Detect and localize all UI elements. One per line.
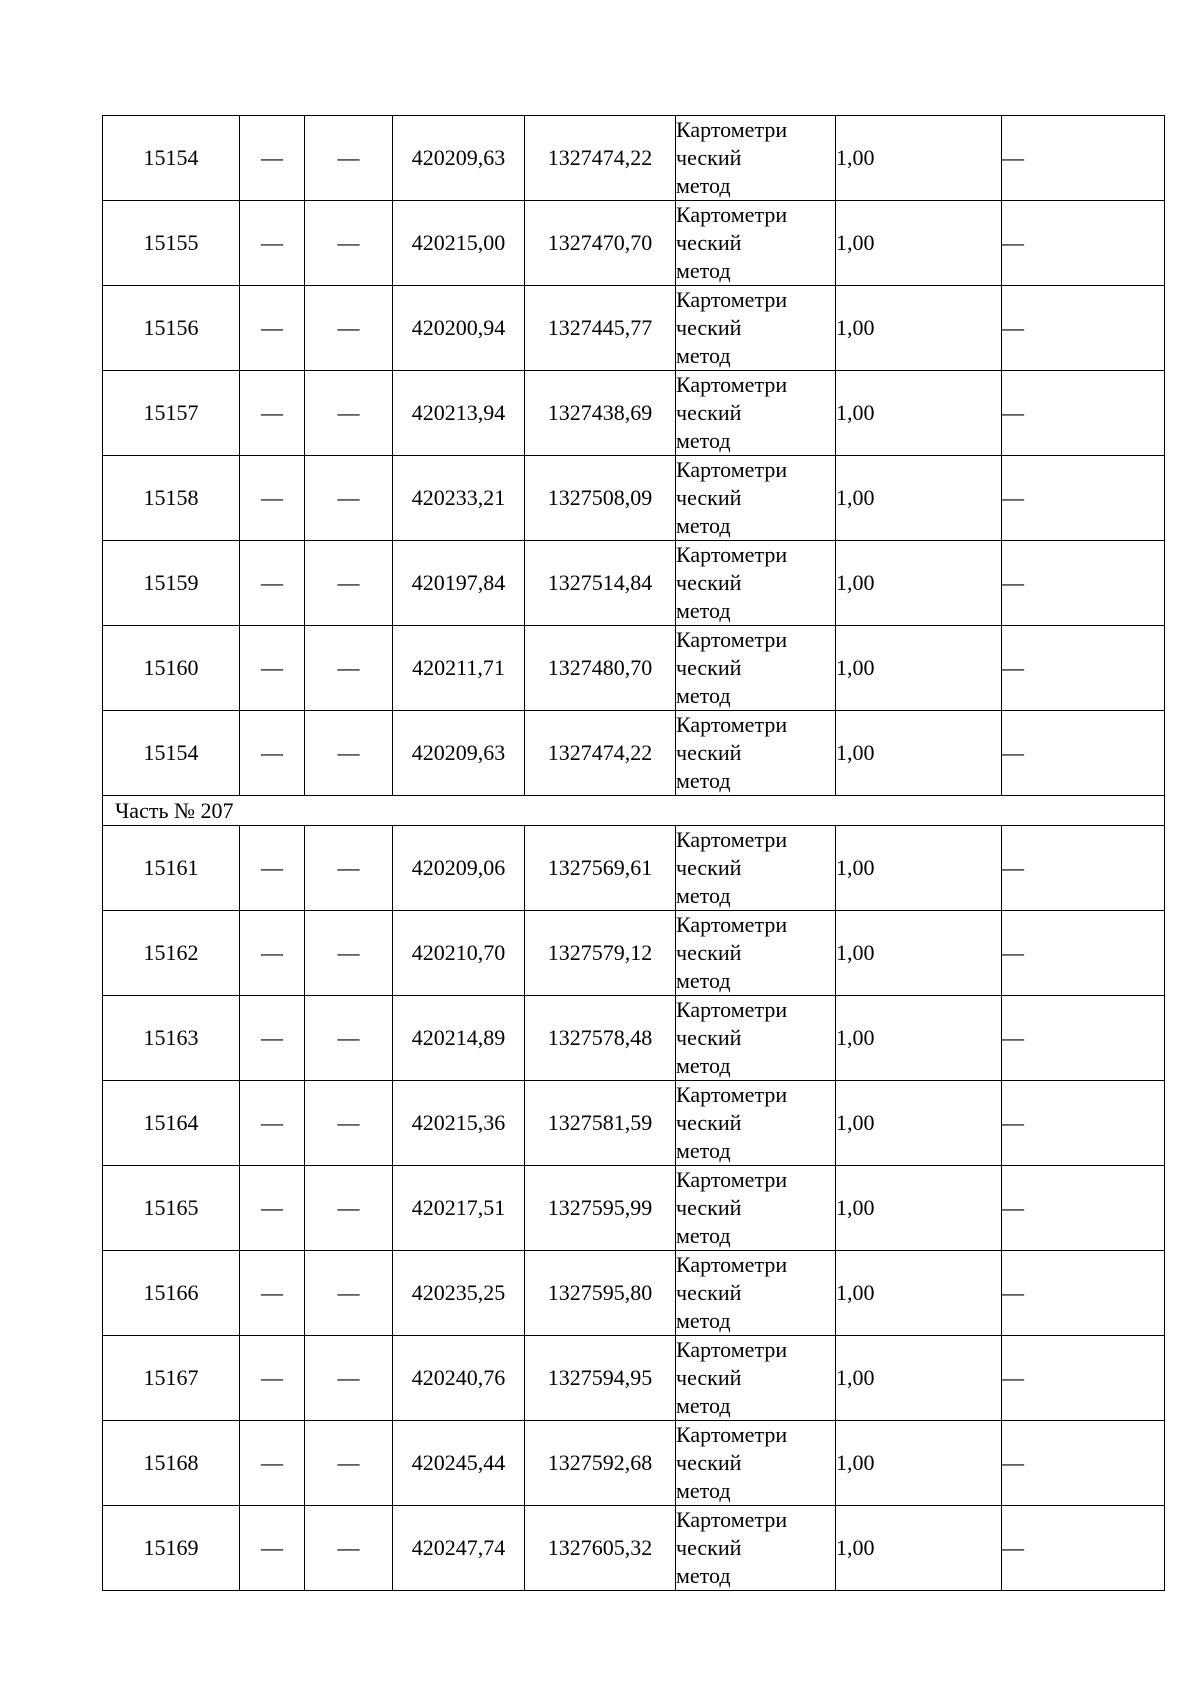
method-text-line: метод bbox=[676, 258, 731, 283]
old-x-cell: — bbox=[240, 286, 305, 371]
old-x-cell: — bbox=[240, 1421, 305, 1506]
point-number-cell: 15164 bbox=[103, 1081, 240, 1166]
method-text-line: ческий bbox=[676, 1110, 742, 1135]
method-text-line: метод bbox=[676, 883, 731, 908]
y-coordinate-cell: 1327605,32 bbox=[525, 1506, 676, 1591]
table-row bbox=[103, 996, 1165, 1081]
method-text-line: ческий bbox=[676, 1025, 742, 1050]
x-coordinate-cell: 420209,63 bbox=[393, 711, 525, 796]
method-text-line: ческий bbox=[676, 855, 742, 880]
method-text-line: Картометри bbox=[676, 1422, 788, 1447]
point-number-cell: 15154 bbox=[103, 711, 240, 796]
accuracy-cell: 1,00 bbox=[836, 286, 1002, 371]
description-cell: — bbox=[1002, 711, 1165, 796]
point-number-cell: 15168 bbox=[103, 1421, 240, 1506]
y-coordinate-cell: 1327508,09 bbox=[525, 456, 676, 541]
method-text-line: Картометри bbox=[676, 627, 788, 652]
method-text-line: Картометри bbox=[676, 912, 788, 937]
table-row bbox=[103, 911, 1165, 996]
method-text-line: метод bbox=[676, 1138, 731, 1163]
method-text-line: ческий bbox=[676, 940, 742, 965]
description-cell: — bbox=[1002, 541, 1165, 626]
x-coordinate-cell: 420209,06 bbox=[393, 826, 525, 911]
method-cell bbox=[676, 826, 836, 911]
table-row bbox=[103, 1166, 1165, 1251]
table-row bbox=[103, 1421, 1165, 1506]
old-x-cell: — bbox=[240, 1166, 305, 1251]
y-coordinate-cell: 1327445,77 bbox=[525, 286, 676, 371]
method-text-line: ческий bbox=[676, 485, 742, 510]
old-x-cell: — bbox=[240, 201, 305, 286]
method-text-line: Картометри bbox=[676, 372, 788, 397]
description-cell: — bbox=[1002, 116, 1165, 201]
method-text-line: Картометри bbox=[676, 1082, 788, 1107]
accuracy-cell: 1,00 bbox=[836, 826, 1002, 911]
accuracy-cell: 1,00 bbox=[836, 201, 1002, 286]
table-row bbox=[103, 371, 1165, 456]
method-cell bbox=[676, 626, 836, 711]
old-x-cell: — bbox=[240, 626, 305, 711]
x-coordinate-cell: 420215,36 bbox=[393, 1081, 525, 1166]
table-row bbox=[103, 1336, 1165, 1421]
description-cell: — bbox=[1002, 371, 1165, 456]
method-cell bbox=[676, 1506, 836, 1591]
method-text-line: Картометри bbox=[676, 1507, 788, 1532]
method-text-line: Картометри bbox=[676, 712, 788, 737]
description-cell: — bbox=[1002, 1506, 1165, 1591]
table-row bbox=[103, 711, 1165, 796]
method-text-line: метод bbox=[676, 428, 731, 453]
accuracy-cell: 1,00 bbox=[836, 116, 1002, 201]
table-row bbox=[103, 1251, 1165, 1336]
point-number-cell: 15167 bbox=[103, 1336, 240, 1421]
method-text-line: Картометри bbox=[676, 827, 788, 852]
description-cell: — bbox=[1002, 456, 1165, 541]
x-coordinate-cell: 420211,71 bbox=[393, 626, 525, 711]
method-text-line: Картометри bbox=[676, 1337, 788, 1362]
table-row bbox=[103, 626, 1165, 711]
y-coordinate-cell: 1327470,70 bbox=[525, 201, 676, 286]
method-text-line: метод bbox=[676, 343, 731, 368]
accuracy-cell: 1,00 bbox=[836, 911, 1002, 996]
method-text-line: ческий bbox=[676, 655, 742, 680]
table-body bbox=[103, 116, 1165, 1591]
description-cell: — bbox=[1002, 826, 1165, 911]
x-coordinate-cell: 420209,63 bbox=[393, 116, 525, 201]
point-number-cell: 15162 bbox=[103, 911, 240, 996]
method-text-line: Картометри bbox=[676, 1252, 788, 1277]
old-y-cell: — bbox=[305, 911, 393, 996]
method-text-line: ческий bbox=[676, 1535, 742, 1560]
method-text-line: ческий bbox=[676, 230, 742, 255]
method-cell bbox=[676, 1336, 836, 1421]
point-number-cell: 15160 bbox=[103, 626, 240, 711]
description-cell: — bbox=[1002, 1166, 1165, 1251]
method-text-line: ческий bbox=[676, 1450, 742, 1475]
method-text-line: метод bbox=[676, 1223, 731, 1248]
method-cell bbox=[676, 1081, 836, 1166]
x-coordinate-cell: 420233,21 bbox=[393, 456, 525, 541]
method-cell bbox=[676, 1166, 836, 1251]
method-cell bbox=[676, 116, 836, 201]
point-number-cell: 15165 bbox=[103, 1166, 240, 1251]
description-cell: — bbox=[1002, 996, 1165, 1081]
description-cell: — bbox=[1002, 1251, 1165, 1336]
method-text-line: метод bbox=[676, 598, 731, 623]
old-y-cell: — bbox=[305, 1166, 393, 1251]
method-cell bbox=[676, 456, 836, 541]
old-x-cell: — bbox=[240, 996, 305, 1081]
accuracy-cell: 1,00 bbox=[836, 1336, 1002, 1421]
description-cell: — bbox=[1002, 1336, 1165, 1421]
method-text-line: метод bbox=[676, 173, 731, 198]
accuracy-cell: 1,00 bbox=[836, 626, 1002, 711]
method-cell bbox=[676, 911, 836, 996]
accuracy-cell: 1,00 bbox=[836, 541, 1002, 626]
x-coordinate-cell: 420210,70 bbox=[393, 911, 525, 996]
old-y-cell: — bbox=[305, 201, 393, 286]
old-x-cell: — bbox=[240, 1506, 305, 1591]
table-row bbox=[103, 201, 1165, 286]
table-row bbox=[103, 116, 1165, 201]
y-coordinate-cell: 1327594,95 bbox=[525, 1336, 676, 1421]
method-text-line: ческий bbox=[676, 740, 742, 765]
accuracy-cell: 1,00 bbox=[836, 996, 1002, 1081]
method-cell bbox=[676, 1421, 836, 1506]
old-y-cell: — bbox=[305, 1251, 393, 1336]
old-x-cell: — bbox=[240, 911, 305, 996]
method-text-line: метод bbox=[676, 1393, 731, 1418]
accuracy-cell: 1,00 bbox=[836, 1166, 1002, 1251]
accuracy-cell: 1,00 bbox=[836, 1081, 1002, 1166]
x-coordinate-cell: 420235,25 bbox=[393, 1251, 525, 1336]
old-y-cell: — bbox=[305, 371, 393, 456]
x-coordinate-cell: 420240,76 bbox=[393, 1336, 525, 1421]
method-text-line: Картометри bbox=[676, 1167, 788, 1192]
table-row bbox=[103, 1081, 1165, 1166]
method-text-line: ческий bbox=[676, 570, 742, 595]
y-coordinate-cell: 1327595,80 bbox=[525, 1251, 676, 1336]
point-number-cell: 15154 bbox=[103, 116, 240, 201]
y-coordinate-cell: 1327480,70 bbox=[525, 626, 676, 711]
method-cell bbox=[676, 711, 836, 796]
method-cell bbox=[676, 371, 836, 456]
x-coordinate-cell: 420215,00 bbox=[393, 201, 525, 286]
method-text-line: ческий bbox=[676, 1280, 742, 1305]
method-text-line: метод bbox=[676, 1308, 731, 1333]
method-text-line: метод bbox=[676, 1478, 731, 1503]
point-number-cell: 15157 bbox=[103, 371, 240, 456]
table-row bbox=[103, 541, 1165, 626]
method-text-line: ческий bbox=[676, 1365, 742, 1390]
method-cell bbox=[676, 201, 836, 286]
old-x-cell: — bbox=[240, 456, 305, 541]
method-cell bbox=[676, 541, 836, 626]
point-number-cell: 15158 bbox=[103, 456, 240, 541]
y-coordinate-cell: 1327569,61 bbox=[525, 826, 676, 911]
method-text-line: Картометри bbox=[676, 117, 788, 142]
point-number-cell: 15163 bbox=[103, 996, 240, 1081]
x-coordinate-cell: 420247,74 bbox=[393, 1506, 525, 1591]
x-coordinate-cell: 420200,94 bbox=[393, 286, 525, 371]
point-number-cell: 15161 bbox=[103, 826, 240, 911]
x-coordinate-cell: 420197,84 bbox=[393, 541, 525, 626]
description-cell: — bbox=[1002, 626, 1165, 711]
method-text-line: Картометри bbox=[676, 287, 788, 312]
old-y-cell: — bbox=[305, 996, 393, 1081]
old-y-cell: — bbox=[305, 1336, 393, 1421]
table-row bbox=[103, 456, 1165, 541]
method-text-line: метод bbox=[676, 768, 731, 793]
old-x-cell: — bbox=[240, 826, 305, 911]
method-cell bbox=[676, 1251, 836, 1336]
y-coordinate-cell: 1327474,22 bbox=[525, 711, 676, 796]
y-coordinate-cell: 1327514,84 bbox=[525, 541, 676, 626]
method-text-line: метод bbox=[676, 513, 731, 538]
y-coordinate-cell: 1327592,68 bbox=[525, 1421, 676, 1506]
old-x-cell: — bbox=[240, 541, 305, 626]
coordinates-table bbox=[102, 115, 1165, 1591]
old-y-cell: — bbox=[305, 1081, 393, 1166]
description-cell: — bbox=[1002, 1421, 1165, 1506]
method-text-line: метод bbox=[676, 1053, 731, 1078]
method-text-line: метод bbox=[676, 968, 731, 993]
accuracy-cell: 1,00 bbox=[836, 711, 1002, 796]
description-cell: — bbox=[1002, 201, 1165, 286]
y-coordinate-cell: 1327581,59 bbox=[525, 1081, 676, 1166]
section-heading-row bbox=[103, 796, 1165, 826]
old-y-cell: — bbox=[305, 1421, 393, 1506]
method-cell bbox=[676, 996, 836, 1081]
table-row bbox=[103, 286, 1165, 371]
description-cell: — bbox=[1002, 911, 1165, 996]
old-y-cell: — bbox=[305, 626, 393, 711]
old-y-cell: — bbox=[305, 1506, 393, 1591]
method-text-line: ческий bbox=[676, 315, 742, 340]
y-coordinate-cell: 1327595,99 bbox=[525, 1166, 676, 1251]
old-y-cell: — bbox=[305, 711, 393, 796]
old-y-cell: — bbox=[305, 116, 393, 201]
point-number-cell: 15169 bbox=[103, 1506, 240, 1591]
old-x-cell: — bbox=[240, 116, 305, 201]
y-coordinate-cell: 1327438,69 bbox=[525, 371, 676, 456]
x-coordinate-cell: 420214,89 bbox=[393, 996, 525, 1081]
old-x-cell: — bbox=[240, 1251, 305, 1336]
old-x-cell: — bbox=[240, 711, 305, 796]
old-x-cell: — bbox=[240, 1081, 305, 1166]
accuracy-cell: 1,00 bbox=[836, 1251, 1002, 1336]
x-coordinate-cell: 420213,94 bbox=[393, 371, 525, 456]
accuracy-cell: 1,00 bbox=[836, 1421, 1002, 1506]
x-coordinate-cell: 420217,51 bbox=[393, 1166, 525, 1251]
method-text-line: Картометри bbox=[676, 542, 788, 567]
table-row bbox=[103, 826, 1165, 911]
section-heading: Часть № 207 bbox=[103, 796, 1165, 826]
accuracy-cell: 1,00 bbox=[836, 1506, 1002, 1591]
y-coordinate-cell: 1327474,22 bbox=[525, 116, 676, 201]
point-number-cell: 15159 bbox=[103, 541, 240, 626]
description-cell: — bbox=[1002, 286, 1165, 371]
method-text-line: Картометри bbox=[676, 202, 788, 227]
accuracy-cell: 1,00 bbox=[836, 371, 1002, 456]
method-text-line: метод bbox=[676, 683, 731, 708]
old-y-cell: — bbox=[305, 826, 393, 911]
point-number-cell: 15166 bbox=[103, 1251, 240, 1336]
old-y-cell: — bbox=[305, 541, 393, 626]
point-number-cell: 15156 bbox=[103, 286, 240, 371]
method-cell bbox=[676, 286, 836, 371]
description-cell: — bbox=[1002, 1081, 1165, 1166]
y-coordinate-cell: 1327578,48 bbox=[525, 996, 676, 1081]
old-y-cell: — bbox=[305, 456, 393, 541]
point-number-cell: 15155 bbox=[103, 201, 240, 286]
method-text-line: ческий bbox=[676, 1195, 742, 1220]
old-y-cell: — bbox=[305, 286, 393, 371]
method-text-line: метод bbox=[676, 1563, 731, 1588]
y-coordinate-cell: 1327579,12 bbox=[525, 911, 676, 996]
method-text-line: Картометри bbox=[676, 457, 788, 482]
x-coordinate-cell: 420245,44 bbox=[393, 1421, 525, 1506]
method-text-line: Картометри bbox=[676, 997, 788, 1022]
accuracy-cell: 1,00 bbox=[836, 456, 1002, 541]
table-row bbox=[103, 1506, 1165, 1591]
method-text-line: ческий bbox=[676, 400, 742, 425]
old-x-cell: — bbox=[240, 1336, 305, 1421]
method-text-line: ческий bbox=[676, 145, 742, 170]
old-x-cell: — bbox=[240, 371, 305, 456]
